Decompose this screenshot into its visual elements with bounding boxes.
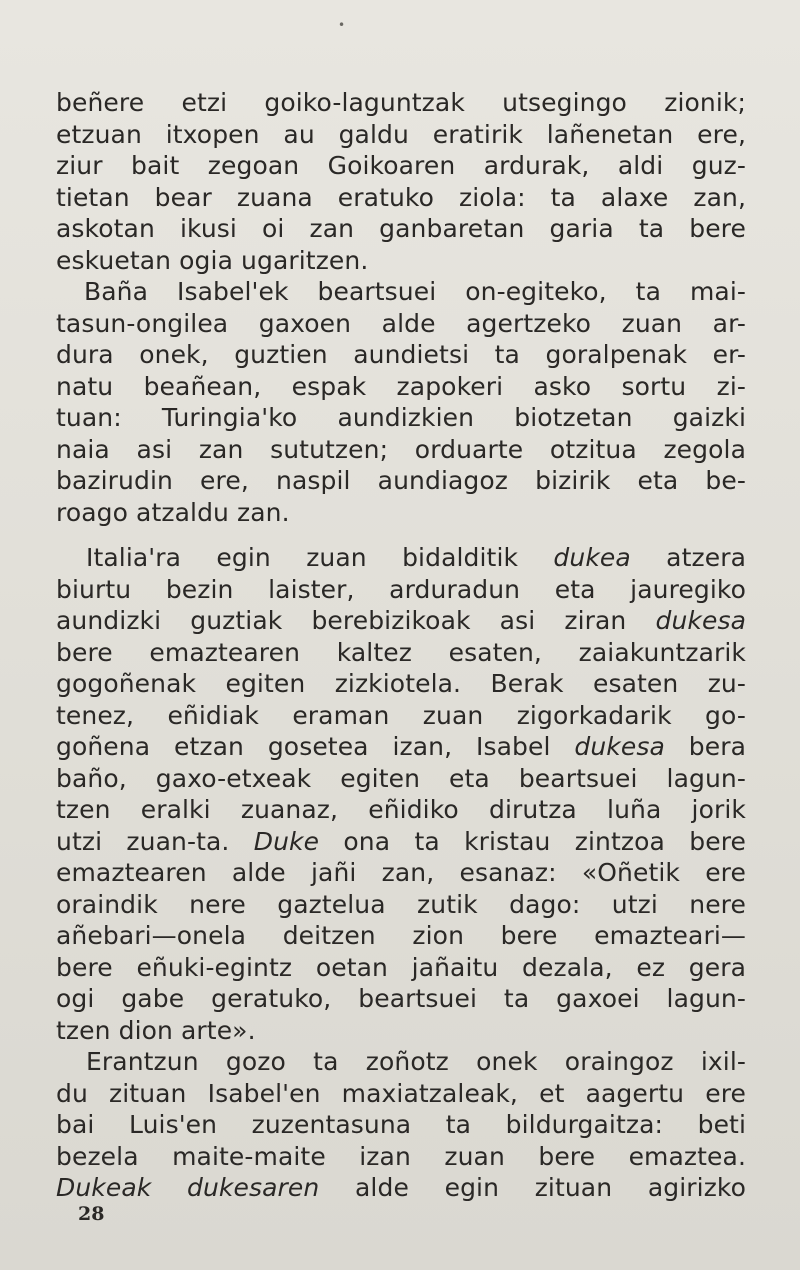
text-line: askotan ikusi oi zan ganbaretan garia ta bere: [56, 214, 746, 243]
text-line: Italia'ra egin zuan bidalditik dukea atzera: [86, 543, 746, 572]
page-number: 28: [78, 1203, 105, 1225]
text-line: tuan: Turingia'ko aundizkien biotzetan gaizki: [56, 403, 746, 432]
text-line: dura onek, guztien aundietsi ta goralpenak er-: [56, 340, 746, 369]
text-line: tasun-ongilea gaxoen alde agertzeko zuan ar-: [56, 308, 746, 338]
italic-term: Dukeak dukesaren: [56, 1173, 320, 1202]
paragraph-4: [56, 1046, 746, 1204]
text-line: emaztearen alde jañi zan, esanaz: «Oñetik ere: [56, 858, 746, 887]
paragraph-3: [56, 542, 746, 1046]
italic-term: dukesa: [574, 732, 665, 761]
text-line: baño, gaxo-etxeak egiten eta beartsuei lagun-: [56, 763, 746, 793]
text-line: goñena etzan gosetea izan, Isabel dukesa bera: [56, 732, 747, 761]
text-line: bere eñuki-egintz oetan jañaitu dezala, ez gera: [56, 952, 746, 982]
text-line: tenez, eñidiak eraman zuan zigorkadarik go-: [56, 700, 746, 730]
text-line: natu beañean, espak zapokeri asko sortu zi-: [56, 371, 746, 401]
text-line: Erantzun gozo ta zoñotz onek oraingoz ixil-: [86, 1047, 746, 1076]
text-line: ogi gabe geratuko, beartsuei ta gaxoei lagun-: [56, 984, 746, 1013]
text-line: tzen dion arte».: [56, 1015, 256, 1045]
paragraph-2: [56, 276, 746, 528]
text-line: bere emaztearen kaltez esaten, zaiakuntzarik: [56, 637, 746, 667]
italic-term: Duke: [253, 826, 320, 856]
text-line: etzuan itxopen au galdu eratirik lañenetan ere,: [56, 119, 746, 149]
text-line: gogoñenak egiten zizkiotela. Berak esaten zu-: [56, 669, 746, 698]
italic-term: dukesa: [655, 606, 746, 635]
text-line: biurtu bezin laister, arduradun eta jauregiko: [56, 574, 746, 604]
text-line: du zituan Isabel'en maxiatzaleak, et aagertu ere: [56, 1078, 746, 1108]
top-mark: •: [338, 18, 346, 32]
body-text: [56, 87, 746, 1204]
paragraph-spacer: [56, 528, 746, 542]
text-line: bezela maite-maite izan zuan bere emaztea.: [56, 1141, 746, 1171]
text-line: utzi zuan-ta. Duke ona ta kristau zintzoa bere: [56, 826, 747, 856]
text-line: bai Luis'en zuzentasuna ta bildurgaitza: beti: [56, 1110, 746, 1139]
text-line: oraindik nere gaztelua zutik dago: utzi nere: [56, 889, 746, 919]
text-line: naia asi zan sututzen; orduarte otzitua zegola: [56, 434, 746, 464]
text-line: ziur bait zegoan Goikoaren ardurak, aldi guz-: [56, 151, 746, 180]
text-line: Dukeak dukesaren alde egin zituan agirizko: [56, 1173, 747, 1202]
text-line: roago atzaldu zan.: [56, 497, 290, 527]
text-line: Baña Isabel'ek beartsuei on-egiteko, ta mai-: [84, 277, 746, 306]
text-line: beñere etzi goiko-laguntzak utsegingo zionik;: [56, 88, 746, 117]
text-line: tietan bear zuana eratuko ziola: ta alaxe zan,: [56, 182, 746, 212]
italic-term: dukea: [553, 543, 631, 572]
text-line: bazirudin ere, naspil aundiagoz bizirik eta be-: [56, 466, 746, 495]
text-line: añebari—onela deitzen zion bere emazteari—: [56, 921, 746, 950]
text-line: eskuetan ogia ugaritzen.: [56, 245, 369, 275]
text-line: aundizki guztiak berebizikoak asi ziran dukesa: [56, 606, 746, 635]
paragraph-1: [56, 87, 746, 276]
text-line: tzen eralki zuanaz, eñidiko dirutza luña jorik: [56, 795, 746, 824]
